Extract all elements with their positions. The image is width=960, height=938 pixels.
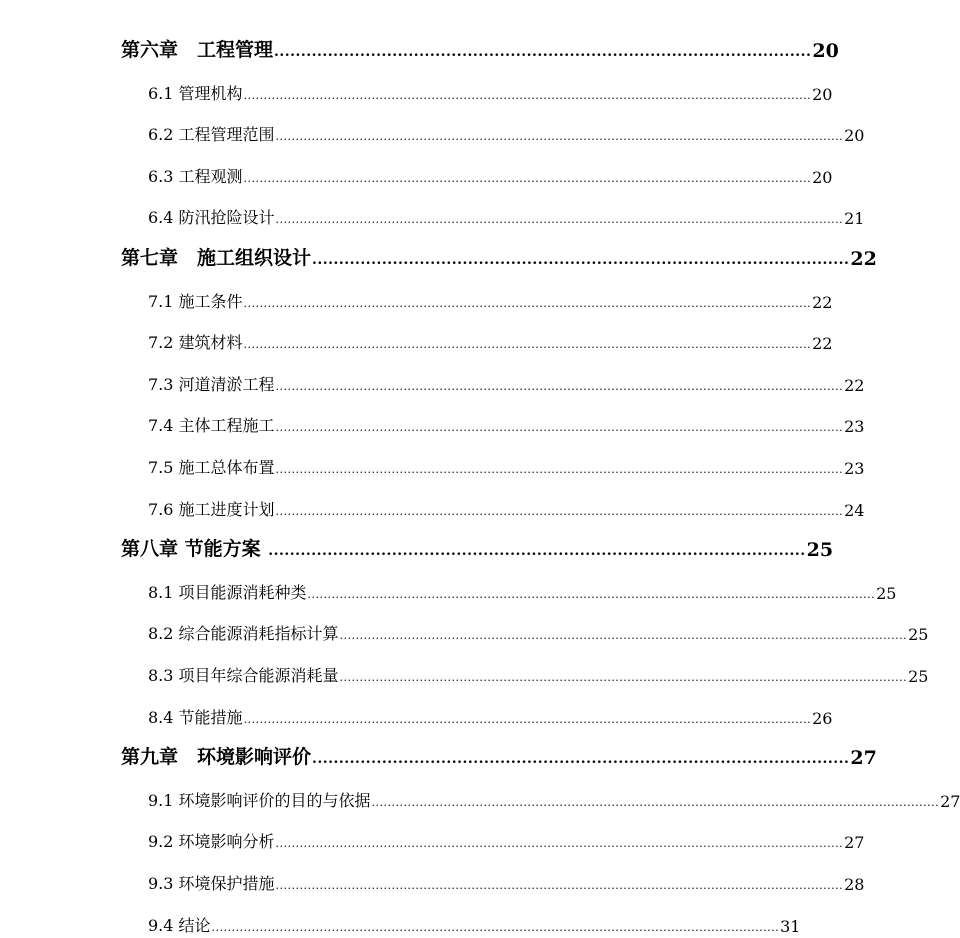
toc-label: 7.6 施工进度计划 [148, 500, 275, 519]
dot-leader: .............................................................................................................................................. [243, 297, 812, 310]
toc-section-6-2[interactable] [0, 115, 865, 145]
toc-section-7-4[interactable] [0, 406, 865, 436]
toc-label: 9.4 结论 [148, 916, 211, 935]
toc-section-6-1[interactable] [0, 74, 833, 104]
toc-page-number: 22 [850, 248, 877, 270]
toc-section-8-1[interactable] [0, 573, 897, 603]
toc-page-number: 23 [844, 417, 865, 436]
dot-leader: .................................................................................................... [312, 751, 850, 767]
toc-section-7-3[interactable] [0, 365, 865, 395]
dot-leader: .............................................................................................................................................. [275, 505, 844, 518]
toc-page-number: 22 [844, 376, 865, 395]
toc-page-number: 20 [812, 168, 833, 187]
toc-page-number: 20 [812, 40, 839, 62]
toc-section-6-3[interactable] [0, 157, 833, 187]
toc-section-9-2[interactable] [0, 822, 865, 852]
toc-section-8-4[interactable] [0, 698, 833, 728]
toc-label: 8.1 项目能源消耗种类 [148, 583, 307, 602]
dot-leader: .............................................................................................................................................. [339, 629, 908, 642]
toc-page-number: 27 [850, 747, 877, 769]
toc-label: 6.4 防汛抢险设计 [148, 208, 275, 227]
toc-label: 8.3 项目年综合能源消耗量 [148, 666, 339, 685]
toc-page-number: 26 [812, 709, 833, 728]
toc-label: 6.1 管理机构 [148, 84, 243, 103]
dot-leader: .................................................................................................... [312, 252, 850, 268]
toc-page-number: 23 [844, 459, 865, 478]
toc-label: 6.2 工程管理范围 [148, 125, 275, 144]
dot-leader: .............................................................................................................................................. [307, 588, 876, 601]
toc-section-7-6[interactable] [0, 490, 865, 520]
toc-section-6-4[interactable] [0, 198, 865, 228]
toc-label: 9.2 环境影响分析 [148, 832, 275, 851]
toc-page-number: 28 [844, 875, 865, 894]
toc-page-number: 27 [844, 833, 865, 852]
toc-page-number: 21 [844, 209, 865, 228]
toc-section-8-3[interactable] [0, 656, 929, 686]
toc-label: 8.2 综合能源消耗指标计算 [148, 624, 339, 643]
toc-chapter-8[interactable] [0, 531, 834, 561]
dot-leader: .................................................................................................... [274, 44, 812, 60]
toc-chapter-6[interactable] [0, 32, 839, 62]
toc-label: 6.3 工程观测 [148, 167, 243, 186]
toc-page-number: 25 [908, 667, 929, 686]
dot-leader: .............................................................................................................................................. [339, 671, 908, 684]
toc-page-number: 24 [844, 501, 865, 520]
dot-leader: .............................................................................................................................................. [275, 837, 844, 850]
toc-page-number: 25 [876, 584, 897, 603]
toc-page-number: 25 [908, 625, 929, 644]
toc-section-8-2[interactable] [0, 614, 929, 644]
toc-label: 第六章 工程管理 [121, 39, 274, 61]
toc-chapter-9[interactable] [0, 739, 877, 769]
toc-label: 8.4 节能措施 [148, 708, 243, 727]
toc-label: 7.1 施工条件 [148, 292, 243, 311]
toc-section-7-5[interactable] [0, 448, 865, 478]
dot-leader: .............................................................................................................................................. [275, 130, 844, 143]
dot-leader: .............................................................................................................................................. [243, 713, 812, 726]
toc-page-number: 25 [806, 539, 834, 561]
dot-leader: .............................................................................................................................................. [275, 463, 844, 476]
toc-section-9-3[interactable] [0, 864, 865, 894]
toc-page-number: 22 [812, 293, 833, 312]
dot-leader: .............................................................................................................................................. [275, 380, 844, 393]
toc-section-7-2[interactable] [0, 323, 833, 353]
dot-leader: .............................................................................................................................................. [275, 879, 844, 892]
toc-label: 7.5 施工总体布置 [148, 458, 275, 477]
toc-label: 9.3 环境保护措施 [148, 874, 275, 893]
dot-leader: .............................................................................................................................................. [275, 213, 844, 226]
toc-page-number: 22 [812, 334, 833, 353]
toc-label: 9.1 环境影响评价的目的与依据 [148, 791, 371, 810]
toc-label: 7.3 河道清淤工程 [148, 375, 275, 394]
toc-section-7-1[interactable] [0, 282, 833, 312]
dot-leader: .............................................................................................................................................. [371, 796, 940, 809]
dot-leader: .............................................................................................................................................. [243, 172, 812, 185]
dot-leader: .................................................................................................... [268, 543, 806, 559]
toc-label: 7.2 建筑材料 [148, 333, 243, 352]
toc-label: 第九章 环境影响评价 [121, 746, 312, 768]
dot-leader: .............................................................................................................................................. [275, 421, 844, 434]
toc-page-number: 20 [812, 85, 833, 104]
toc-section-9-4[interactable] [0, 906, 801, 936]
dot-leader: .............................................................................................................................................. [211, 921, 780, 934]
toc-label: 7.4 主体工程施工 [148, 416, 275, 435]
toc-page-number: 27 [940, 792, 960, 811]
dot-leader: .............................................................................................................................................. [243, 338, 812, 351]
toc-label: 第七章 施工组织设计 [121, 247, 312, 269]
toc-chapter-7[interactable] [0, 240, 877, 270]
toc-label: 第八章 节能方案 [121, 538, 268, 560]
toc-page-number: 20 [844, 126, 865, 145]
toc-section-9-1[interactable] [0, 781, 960, 811]
toc-page-number: 31 [780, 917, 801, 936]
dot-leader: .............................................................................................................................................. [243, 89, 812, 102]
